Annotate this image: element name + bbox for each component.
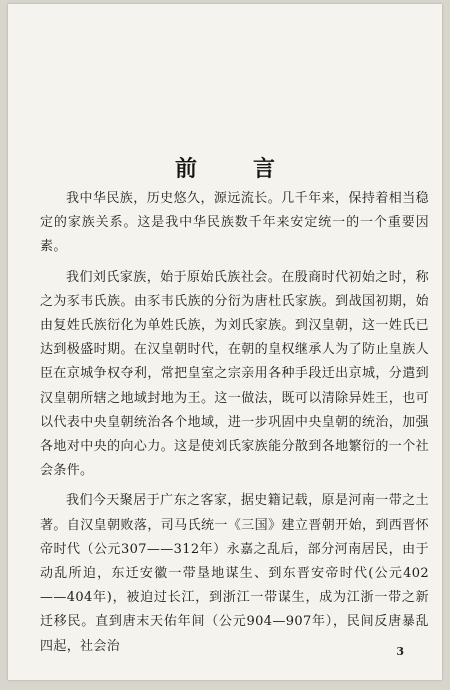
title-char-2: 言 [253,156,276,182]
title-char-1: 前 [174,156,197,182]
bleed-line [36,122,428,147]
document-page [8,4,442,680]
body-text [40,187,429,665]
paragraph-1: 我中华民族，历史悠久，源远流长。几千年来，保持着相当稳定的家族关系。这是我中华民族数千年来安定统一的一个重要因素。 [40,191,429,255]
paragraph-2: 我们刘氏家族，始于原始氏族社会。在殷商时代初始之时，称之为豕韦氏族。由豕韦氏族的分衍为唐杜氏家族。到战国初期，始由复姓氏族衍化为单姓氏族，为刘氏家族。到汉皇朝，这一姓氏已达到极盛时期。在汉皇朝时代，在朝的皇权继承人为了防止皇族人臣在京城争权夺利，常把皇室之宗亲用各种手段迁出京城，分遣到汉皇朝所辖之地域封地为王。这一做法，既可以清除异姓王，也可以代表中央皇朝统治各个地域，进一步巩固中央皇朝的统治，加强各地对中央的向心力。这是使刘氏家族能分散到各地繁衍的一个社会条件。 [40,269,429,479]
page-title [8,152,442,183]
bleed-line [36,97,428,122]
page-number: 3 [396,645,404,658]
bleed-line [36,72,428,97]
paragraph-3: 我们今天聚居于广东之客家，据史籍记载，原是河南一带之土著。自汉皇朝败落，司马氏统一《三国》建立晋朝开始，到西晋怀帝时代（公元307——312年）永嘉之乱后，部分河南居民，由于动乱所迫，东迁安徽一带垦地谋生、到东晋安帝时代(公元402——404年)，被迫过长江，到浙江一带谋生，成为江浙一带之新迁移民。直到唐末天佑年间（公元904—907年），民间反唐暴乱四起，社会治 [40,493,429,654]
